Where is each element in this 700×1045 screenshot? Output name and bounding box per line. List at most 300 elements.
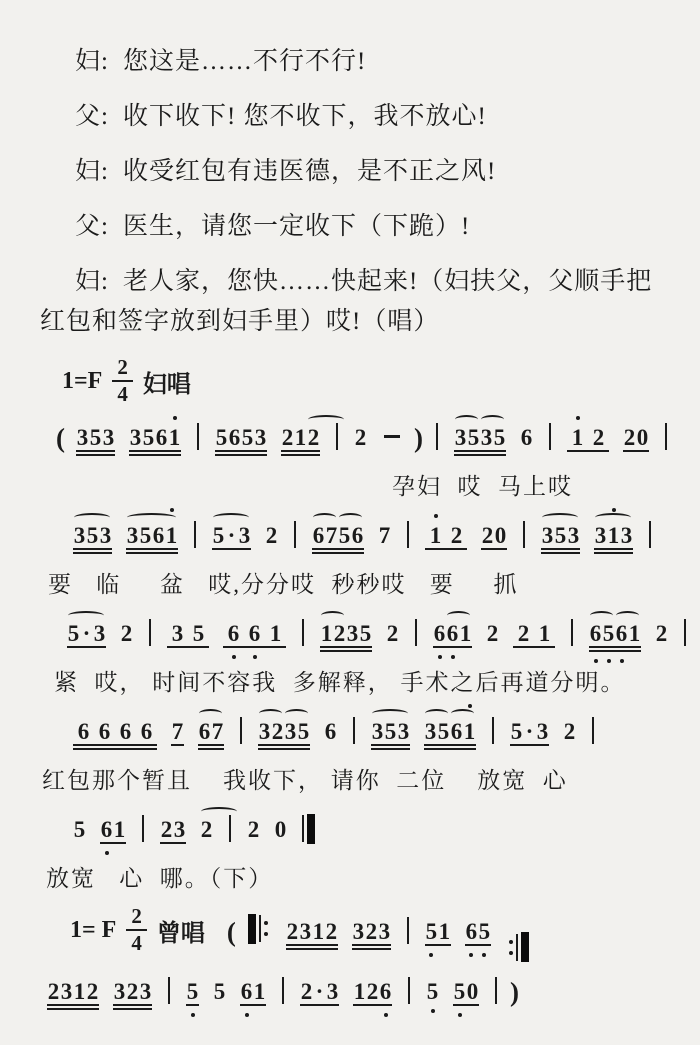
beam-line — [126, 548, 178, 550]
note-digit: 6 — [465, 918, 478, 944]
note-digit: 3 — [326, 979, 339, 1004]
note-token — [320, 619, 372, 649]
score-section — [40, 355, 668, 1023]
note-digit: 1 — [429, 523, 442, 548]
note-digit: 3 — [480, 425, 493, 450]
barline — [282, 977, 284, 1004]
beam-line — [623, 450, 649, 452]
slur-arc — [595, 513, 631, 522]
note-token — [486, 619, 499, 649]
note-token — [171, 717, 184, 747]
beam-line — [353, 1004, 392, 1006]
beam-line — [73, 744, 157, 746]
note-digit: 1 — [269, 621, 282, 646]
note-digit: 2 — [517, 621, 530, 646]
slur-arc — [447, 611, 470, 620]
speaker-label: 父: — [75, 103, 109, 130]
final-barline — [302, 815, 315, 842]
score-header — [70, 906, 205, 954]
note-digit: 2 — [86, 979, 99, 1004]
beam-line — [352, 948, 391, 950]
slur-arc — [68, 611, 104, 620]
note-digit: 3 — [346, 621, 359, 646]
note-digit: 0 — [494, 523, 507, 548]
note-digit: 7 — [211, 719, 224, 744]
note-token — [312, 521, 364, 551]
note-digit: 3 — [258, 719, 271, 744]
beam-line — [76, 450, 115, 452]
note-digit: 5 — [215, 425, 228, 450]
octave-dot-below — [431, 1009, 435, 1013]
note-digit: 2 — [365, 918, 378, 944]
header-and-notes — [40, 899, 662, 961]
beam-line — [258, 744, 310, 746]
note-digit: 2 — [366, 979, 379, 1004]
note-token — [655, 619, 668, 649]
note-digit: 2 — [386, 621, 399, 646]
singer-label: 曾唱 — [156, 920, 205, 947]
note-token — [186, 977, 199, 1007]
note-digit: 2 — [200, 817, 213, 842]
octave-dot-below — [438, 655, 442, 659]
note-digit: 3 — [454, 425, 467, 450]
note-digit: 5 — [213, 979, 226, 1004]
note-token — [240, 977, 266, 1007]
note-digit: 5 — [297, 719, 310, 744]
note-token — [426, 977, 439, 1007]
barline — [592, 717, 594, 744]
speaker-label: 妇: — [75, 268, 109, 295]
note-digit: 5 — [478, 918, 491, 944]
barline — [194, 521, 196, 548]
meter-numerator: 2 — [112, 357, 133, 382]
note-token — [563, 717, 576, 747]
dialogue-text: 收下收下! 您不收下，我不放心! — [122, 103, 487, 130]
beam-line — [198, 748, 224, 750]
note-digit: 2 — [307, 425, 320, 450]
note-token — [425, 917, 451, 947]
note-digit: 5 — [86, 523, 99, 548]
notes-line — [66, 799, 662, 861]
note-digit: 3 — [171, 621, 184, 646]
beam-line — [433, 646, 472, 648]
note-token — [481, 521, 507, 551]
beam-line — [567, 450, 609, 452]
note-digit: 3 — [424, 719, 437, 744]
note-digit: 5 — [192, 621, 205, 646]
note-digit: 2 — [333, 621, 346, 646]
note-digit: 1 — [73, 979, 86, 1004]
 — [307, 814, 315, 844]
note-digit: 5 — [453, 979, 466, 1004]
beam-line — [171, 744, 184, 746]
note-token — [465, 917, 491, 947]
dialogue-line-5 — [40, 262, 662, 342]
key-signature: 1=F — [62, 367, 103, 394]
beam-line — [47, 1008, 99, 1010]
note-token — [223, 619, 286, 649]
note-token — [274, 815, 287, 845]
note-digit: 2 — [120, 621, 133, 646]
note-token — [541, 521, 580, 551]
note-digit: 2 — [563, 719, 576, 744]
slur-arc — [259, 709, 282, 718]
note-digit: 5 — [73, 817, 86, 842]
note-digit: 6 — [240, 979, 253, 1004]
octave-dot-below — [469, 953, 473, 957]
note-digit: 2 — [271, 719, 284, 744]
beam-line — [113, 1008, 152, 1010]
note-digit: 1 — [165, 523, 178, 548]
note-token — [510, 717, 549, 747]
barline — [492, 717, 494, 744]
octave-dot-above — [576, 416, 580, 420]
beam-line — [240, 1004, 266, 1006]
note-digit: 3 — [238, 523, 251, 548]
beam-line — [320, 650, 372, 652]
notes-line — [66, 505, 662, 567]
repeat-dots — [509, 934, 513, 961]
beam-line — [113, 1004, 152, 1006]
dialogue-text: 收受红包有违医德，是不正之风! — [122, 158, 497, 185]
note-digit: 3 — [129, 425, 142, 450]
scanned-script-page — [40, 42, 668, 1045]
 — [516, 934, 518, 961]
note-digit: 3 — [536, 719, 549, 744]
beam-line — [100, 842, 126, 844]
note-digit: 3 — [139, 979, 152, 1004]
note-token — [433, 619, 472, 649]
note-digit: 5 — [510, 719, 523, 744]
notes-line — [66, 701, 662, 763]
octave-dot-above — [468, 704, 472, 708]
note-digit: 1 — [353, 979, 366, 1004]
slur-arc — [339, 513, 362, 522]
note-digit: 0 — [636, 425, 649, 450]
note-token — [200, 815, 213, 845]
note-digit: 3 — [352, 918, 365, 944]
slur-arc — [372, 709, 408, 718]
note-digit: 6 — [446, 621, 459, 646]
note-token — [453, 977, 479, 1007]
note-token — [120, 619, 133, 649]
beam-line — [510, 744, 549, 746]
barline — [302, 619, 304, 646]
barline — [294, 521, 296, 548]
octave-dot-below — [245, 1013, 249, 1017]
note-token — [160, 815, 186, 845]
time-signature — [126, 906, 147, 954]
notes-line — [60, 603, 668, 665]
beam-line — [126, 552, 178, 554]
dash-note — [384, 435, 400, 438]
note-digit: 1 — [253, 979, 266, 1004]
slur-arc — [74, 513, 110, 522]
note-digit: 5 — [139, 523, 152, 548]
note-digit: 2 — [481, 523, 494, 548]
barline — [149, 619, 151, 646]
octave-dot-above — [434, 514, 438, 518]
slur-arc — [321, 611, 344, 620]
note-digit: 3 — [397, 719, 410, 744]
octave-dot-below — [458, 1013, 462, 1017]
octave-dot-below — [607, 659, 611, 663]
octave-dot-below — [191, 1013, 195, 1017]
barline — [415, 619, 417, 646]
barline — [436, 423, 438, 450]
note-digit: 5 — [554, 523, 567, 548]
beam-line — [129, 450, 181, 452]
beam-line — [129, 454, 181, 456]
dialogue-text: 您这是……不行不行! — [122, 48, 367, 75]
music-row — [40, 799, 662, 897]
note-token — [520, 423, 533, 453]
note-digit: 3 — [73, 523, 86, 548]
beam-line — [589, 650, 641, 652]
note-token — [73, 717, 157, 747]
note-token — [100, 815, 126, 845]
beam-line — [312, 548, 364, 550]
note-digit: 6 — [379, 979, 392, 1004]
note-digit: 3 — [173, 817, 186, 842]
repeat-dots — [264, 915, 268, 942]
beam-line — [286, 944, 338, 946]
note-digit: 5 — [67, 621, 80, 646]
beam-line — [167, 646, 209, 648]
note-digit: 3 — [378, 918, 391, 944]
note-digit: · — [525, 719, 534, 744]
note-token — [286, 917, 338, 947]
note-digit: 7 — [325, 523, 338, 548]
note-digit: 6 — [520, 425, 533, 450]
 — [248, 914, 256, 944]
note-digit: 6 — [155, 425, 168, 450]
note-digit: 2 — [160, 817, 173, 842]
note-digit: 7 — [171, 719, 184, 744]
note-digit: 2 — [300, 979, 313, 1004]
slur-arc — [201, 807, 237, 816]
lyrics-line: 孕妇 哎 马上哎 — [392, 474, 573, 499]
slur-arc — [455, 415, 478, 424]
dialogue-line-4 — [40, 207, 662, 247]
barline — [142, 815, 144, 842]
barline — [549, 423, 551, 450]
barline — [353, 717, 355, 744]
note-token — [567, 423, 609, 453]
note-digit: 3 — [113, 979, 126, 1004]
meter-denominator: 4 — [117, 382, 128, 406]
note-digit: 1 — [571, 425, 584, 450]
barline — [408, 977, 410, 1004]
beam-line — [186, 1004, 199, 1006]
note-digit: · — [315, 979, 324, 1004]
barline — [571, 619, 573, 646]
note-token — [167, 619, 209, 649]
dialogue-text: 老人家，您快……快起来!（妇扶父，父顺手把红包和签字放到妇手里）哎!（唱） — [40, 268, 653, 335]
slur-arc — [313, 513, 336, 522]
note-digit: 3 — [76, 425, 89, 450]
note-digit: 1 — [438, 918, 451, 944]
beam-line — [541, 548, 580, 550]
octave-dot-below — [482, 953, 486, 957]
time-signature — [112, 357, 133, 405]
speaker-label: 父: — [75, 213, 109, 240]
slur-arc — [213, 513, 249, 522]
note-token — [129, 423, 181, 453]
note-token — [324, 717, 337, 747]
note-digit: 1 — [538, 621, 551, 646]
beam-line — [286, 948, 338, 950]
barline — [229, 815, 231, 842]
note-digit: 2 — [281, 425, 294, 450]
note-token — [213, 977, 226, 1007]
beam-line — [198, 744, 224, 746]
note-digit: 5 — [142, 425, 155, 450]
note-digit: 0 — [466, 979, 479, 1004]
note-token — [386, 619, 399, 649]
beam-line — [513, 646, 555, 648]
dialogue-text: 医生，请您一定收下（下跪）! — [122, 213, 471, 240]
beam-line — [73, 748, 157, 750]
beam-line — [352, 944, 391, 946]
beam-line — [589, 646, 641, 648]
speaker-label: 妇: — [75, 158, 109, 185]
note-token — [594, 521, 633, 551]
beam-line — [212, 548, 251, 550]
beam-line — [541, 552, 580, 554]
notes-line — [223, 899, 537, 961]
note-digit: 5 — [384, 719, 397, 744]
beam-line — [594, 548, 633, 550]
lyrics-line: 放宽 心 哪。（下） — [46, 866, 274, 891]
repeat-open-barline — [248, 915, 271, 942]
score-header — [62, 357, 191, 405]
lyrics-line: 红包那个暂且 我收下， 请你 二位 放宽 心 — [42, 768, 568, 793]
note-token — [47, 977, 99, 1007]
beam-line — [371, 748, 410, 750]
note-digit: 2 — [265, 523, 278, 548]
note-digit: 5 — [437, 719, 450, 744]
note-digit: · — [82, 621, 91, 646]
octave-dot-below — [620, 659, 624, 663]
 — [259, 915, 261, 942]
note-token — [378, 521, 391, 551]
dialogue-line-1 — [40, 42, 662, 82]
music-row — [40, 603, 668, 701]
beam-line — [454, 450, 506, 452]
note-digit: 1 — [113, 817, 126, 842]
note-token — [425, 521, 467, 551]
note-token — [265, 521, 278, 551]
beam-line — [594, 552, 633, 554]
note-digit: 3 — [93, 621, 106, 646]
beam-line — [312, 552, 364, 554]
barline — [665, 423, 667, 450]
note-digit: 6 — [98, 719, 111, 744]
note-digit: 2 — [354, 425, 367, 450]
note-digit: 2 — [655, 621, 668, 646]
music-row — [40, 505, 662, 603]
barline — [684, 619, 686, 646]
note-digit: 6 — [433, 621, 446, 646]
beam-line — [425, 944, 451, 946]
note-digit: 3 — [254, 425, 267, 450]
note-token — [258, 717, 310, 747]
note-digit: 3 — [126, 523, 139, 548]
note-digit: 6 — [589, 621, 602, 646]
note-digit: 6 — [228, 425, 241, 450]
meter-denominator: 4 — [131, 931, 142, 955]
note-digit: 1 — [312, 918, 325, 944]
note-digit: · — [227, 523, 236, 548]
note-digit: 2 — [126, 979, 139, 1004]
octave-dot-above — [612, 508, 616, 512]
beam-line — [73, 552, 112, 554]
beam-line — [320, 646, 372, 648]
beam-line — [481, 548, 507, 550]
beam-line — [258, 748, 310, 750]
note-digit: 5 — [241, 425, 254, 450]
barline — [168, 977, 170, 1004]
beam-line — [454, 454, 506, 456]
barline — [407, 917, 409, 944]
music-row — [40, 357, 662, 405]
note-digit: 6 — [140, 719, 153, 744]
slur-arc — [199, 709, 222, 718]
paren: ) — [510, 977, 519, 1007]
note-token — [126, 521, 178, 551]
note-digit: 3 — [99, 523, 112, 548]
note-token — [73, 521, 112, 551]
barline — [523, 521, 525, 548]
slur-arc — [542, 513, 578, 522]
slur-arc — [616, 611, 639, 620]
note-digit: 3 — [567, 523, 580, 548]
beam-line — [281, 450, 320, 452]
beam-line — [425, 548, 467, 550]
octave-dot-below — [429, 953, 433, 957]
barline — [649, 521, 651, 548]
note-digit: 6 — [152, 523, 165, 548]
note-digit: 2 — [592, 425, 605, 450]
octave-dot-below — [594, 659, 598, 663]
beam-line — [73, 548, 112, 550]
note-token — [198, 717, 224, 747]
note-digit: 3 — [299, 918, 312, 944]
note-digit: 6 — [119, 719, 132, 744]
note-digit: 6 — [227, 621, 240, 646]
note-digit: 3 — [371, 719, 384, 744]
notes-line — [52, 407, 662, 469]
note-digit: 1 — [459, 621, 472, 646]
note-token — [215, 423, 267, 453]
note-digit: 2 — [325, 918, 338, 944]
note-token — [300, 977, 339, 1007]
note-token — [113, 977, 152, 1007]
note-digit: 5 — [212, 523, 225, 548]
beam-line — [465, 944, 491, 946]
beam-line — [300, 1004, 339, 1006]
note-digit: 6 — [312, 523, 325, 548]
octave-dot-below — [253, 655, 257, 659]
note-token — [212, 521, 251, 551]
beam-line — [453, 1004, 479, 1006]
beam-line — [424, 748, 476, 750]
note-digit: 3 — [594, 523, 607, 548]
lyrics-line: 要 临 盆 哎,分分哎 秒秒哎 要 抓 — [48, 572, 519, 597]
note-digit: 2 — [286, 918, 299, 944]
speaker-label: 妇: — [75, 48, 109, 75]
